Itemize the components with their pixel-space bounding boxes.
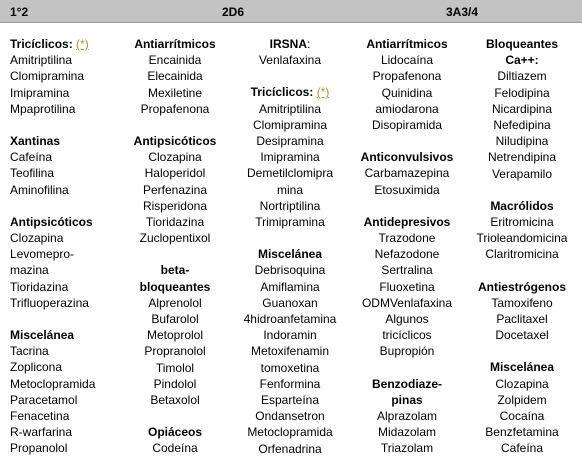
column-cyp1a2 [10,36,120,473]
drug-name: Tioridazina [145,215,205,230]
drug-name: Clozapina [10,231,64,246]
group-heading [352,214,462,230]
drug-name: Clomipramina [252,117,328,132]
group-heading-line2: Ca++: [505,53,539,68]
drug-name: mina [276,182,303,197]
drug-name: Nortriptilina [259,198,321,213]
drug-group [466,279,578,344]
group-heading [352,36,462,52]
drug-name: Propafenona [140,101,210,116]
drug-name: Zolpidem [497,392,547,407]
drug-name: Nicardipina [491,101,553,116]
group-heading-text: Tricíclicos: [10,37,73,51]
column-cyp3a34-a [352,36,462,473]
group-heading [235,246,345,262]
drug-name: Fenformina [259,376,321,391]
drug-name: Indoramin [263,328,317,343]
drug-group [120,133,230,246]
header-cyp2d6: 2D6 [222,5,245,19]
drug-name: Mexiletine [147,85,203,100]
drug-group [235,246,345,457]
drug-name: R-warfarina [10,425,73,440]
drug-name: tricíclicos [382,328,432,343]
group-heading-text: Antipsicóticos [133,134,217,149]
drug-name: Haloperidol [144,166,206,181]
drug-name: Trazodone [378,231,436,246]
drug-name: Paclitaxel [496,312,548,327]
group-heading-text: Antipsicóticos [10,214,93,229]
drug-name: Trimipramina [255,215,325,230]
drug-name: Propranolol [144,344,206,359]
drug-name: Metoclopramida [247,425,333,440]
drug-name: Trifluoperazina [10,295,89,310]
drug-name: Benzfetamina [485,425,559,440]
drug-name: Diltiazem [497,69,547,84]
group-heading-text: Xantinas [10,134,61,149]
drug-name: Metoprolol [146,328,204,343]
group-heading-text: IRSNA [269,37,307,51]
drug-name: Tacrina [10,344,49,359]
drug-name: Mpaprotilina [10,101,76,116]
column-cyp3a34-b [466,36,578,473]
drug-name: Cafeína [10,150,53,165]
drug-name: Tamoxifeno [491,295,553,310]
drug-name: Pindolol [153,376,197,391]
drug-group [235,36,345,68]
drug-name: Bufarolol [151,312,199,327]
drug-name: Teofilina [10,166,55,181]
drug-group [120,262,230,408]
drug-name: Codeína [152,441,198,456]
drug-name: Alprazolam [376,409,438,424]
drug-group [352,376,462,457]
drug-name: Imipramina [10,85,70,100]
drug-name: Levomepro- [10,247,75,262]
group-heading-text: beta- [160,263,190,278]
drug-name: Verapamilo [491,166,553,181]
drug-name: Lidocaína [380,53,434,68]
footnote-ref-link[interactable]: (*) [316,85,330,100]
drug-name: Quinidina [381,85,433,100]
drug-name: Propafenona [372,69,442,84]
drug-name: Aminofilina [10,182,69,197]
drug-name: Fluoxetina [379,279,435,294]
drug-name: Debrisoquina [254,263,326,278]
group-heading-text: Benzodiaze- [371,376,442,391]
drug-name: Clomipramina [10,69,85,84]
group-heading-text: Anticonvulsivos [360,150,454,165]
drug-name: Felodipina [494,85,550,100]
group-heading [10,133,120,149]
drug-name: Tioridazina [10,279,69,294]
drug-group [10,214,120,311]
group-heading [120,133,230,149]
drug-name: Claritromicina [485,247,559,262]
group-heading-text: Miscelánea [489,360,555,375]
drug-name: Cafeína [500,441,544,456]
drug-group [466,359,578,456]
table-header [0,0,582,23]
heading-suffix: : [307,37,311,51]
drug-name: Encainida [148,53,202,68]
drug-name: Metoxifenamin [250,344,330,359]
group-heading [466,198,578,214]
drug-name: Netrendipina [487,150,557,165]
drug-name: Amitriptilina [258,101,321,116]
drug-name: ODMVenlafaxina [361,295,453,310]
drug-name: Fenacetina [10,409,70,424]
drug-name: Venlafaxina [258,53,322,68]
group-heading [235,36,345,52]
group-heading [352,149,462,165]
drug-group [120,424,230,456]
group-heading [10,327,120,343]
drug-name: Demetilclomipra [246,166,334,181]
group-heading-text: Antiarrítmicos [366,37,448,51]
group-heading-text: Antidepresivos [363,214,451,229]
drug-name: Perfenazina [142,182,208,197]
drug-group [352,214,462,360]
column-cyp2d6-b [235,36,345,473]
drug-name: Orfenadrina [258,441,322,456]
group-heading-text: Tricíclicos: [250,85,314,100]
drug-name: Alprenolol [148,295,202,310]
drug-name: Triazolam [380,441,434,456]
drug-group [10,36,120,117]
drug-group [235,84,345,230]
drug-name: Amiflamina [260,279,320,294]
drug-name: Midazolam [377,425,437,440]
drug-name: Metoclopramida [10,376,96,391]
group-heading [10,214,120,230]
drug-name: Algunos [385,312,429,327]
group-heading [352,376,462,392]
drug-name: Niludipina [495,134,549,149]
drug-name: Disopiramida [371,118,443,133]
drug-name: Risperidona [142,198,208,213]
column-cyp2d6-a [120,36,230,473]
drug-group [352,36,462,133]
drug-name: Desipramina [256,134,324,149]
drug-name: Elecainida [147,69,203,84]
drug-name: Nefazodone [374,247,440,262]
group-heading [120,424,230,440]
group-heading [235,84,345,100]
group-heading [120,262,230,278]
drug-name: Timolol [155,360,195,375]
drug-name: Etosuximida [374,182,440,197]
drug-name: Bupropión [379,344,435,359]
drug-name: Guanoxan [262,295,318,310]
drug-group [352,149,462,198]
drug-name: Sertralina [381,263,433,278]
drug-name: Cocaína [499,409,545,424]
drug-name: Eritromicina [490,215,554,230]
drug-name: Esparteína [260,393,320,408]
drug-name: Clozapina [148,150,202,165]
drug-group [466,198,578,263]
group-heading [466,359,578,375]
drug-name: Amitriptilina [10,53,73,68]
drug-name: Paracetamol [10,392,78,407]
group-heading-text: Antiestrógenos [477,279,566,294]
footnote-ref-link[interactable]: (*) [76,37,89,51]
group-heading-line2: bloqueantes [139,279,211,294]
group-heading [466,279,578,295]
drug-group [10,133,120,198]
group-heading [466,36,578,52]
drug-name: Nefedipina [493,118,551,133]
drug-name: Clozapina [495,376,549,391]
drug-name: amiodarona [375,101,439,116]
drug-name: Carbamazepina [364,166,450,181]
group-heading-text: Bloqueantes [485,37,558,51]
drug-name: Zuclopentixol [139,231,211,246]
header-cyp3a34: 3A3/4 [446,5,479,19]
group-heading-text: Miscelánea [10,328,75,343]
drug-name: Docetaxel [495,328,549,343]
group-heading-text: Antiarrítmicos [134,37,216,51]
drug-group [10,327,120,457]
group-heading [120,36,230,52]
group-heading-line2: pinas [391,392,423,407]
drug-name: Zoplicona [10,360,63,375]
drug-name: 4hidroanfetamina [243,312,337,327]
group-heading-text: Opiáceos [147,425,203,440]
drug-name: Propanolol [10,441,68,456]
drug-name: mazina [10,263,49,278]
header-cyp1a2: 1°2 [10,5,29,19]
drug-name: tomoxetina [260,360,320,375]
drug-name: Imipramina [260,150,320,165]
group-heading-text: Macrólidos [490,198,554,213]
group-heading [10,36,120,52]
drug-name: Trioleandomicina [476,231,568,246]
drug-name: Ondansetron [255,409,325,424]
drug-group [120,36,230,117]
drug-name: Betaxolol [150,393,200,408]
group-heading-text: Miscelánea [257,247,323,262]
drug-group [466,36,578,182]
